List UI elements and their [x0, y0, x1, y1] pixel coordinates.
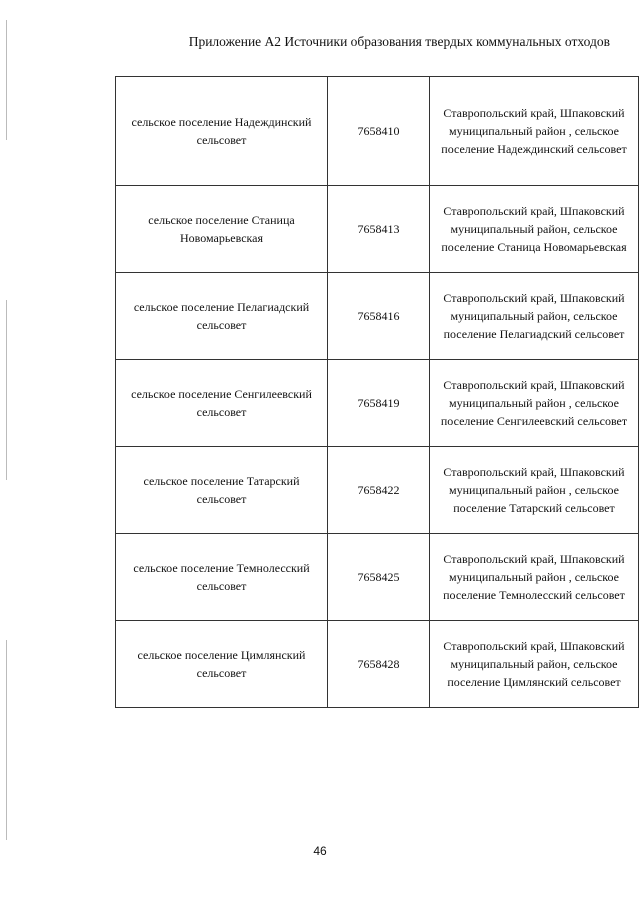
settlement-name-cell: сельское поселение Татарский сельсовет [116, 447, 328, 534]
address-cell: Ставропольский край, Шпаковский муниципальный район , сельское поселение Надеждинский сельсовет [430, 77, 639, 186]
address-cell: Ставропольский край, Шпаковский муниципальный район, сельское поселение Станица Новомарьевская [430, 186, 639, 273]
table-row [116, 621, 639, 708]
oktmo-code-cell: 7658425 [328, 534, 430, 621]
table-row [116, 186, 639, 273]
oktmo-code-cell: 7658428 [328, 621, 430, 708]
oktmo-code-cell: 7658422 [328, 447, 430, 534]
table-row [116, 77, 639, 186]
oktmo-code-cell: 7658419 [328, 360, 430, 447]
settlement-name-cell: сельское поселение Пелагиадский сельсовет [116, 273, 328, 360]
settlement-name-cell: сельское поселение Цимлянский сельсовет [116, 621, 328, 708]
settlement-name-cell: сельское поселение Станица Новомарьевская [116, 186, 328, 273]
address-cell: Ставропольский край, Шпаковский муниципальный район , сельское поселение Татарский сельсовет [430, 447, 639, 534]
address-cell: Ставропольский край, Шпаковский муниципальный район , сельское поселение Темнолесский сельсовет [430, 534, 639, 621]
settlement-name-cell: сельское поселение Темнолесский сельсовет [116, 534, 328, 621]
scan-edge-mark [6, 20, 7, 140]
oktmo-code-cell: 7658416 [328, 273, 430, 360]
settlement-name-cell: сельское поселение Надеждинский сельсовет [116, 77, 328, 186]
oktmo-code-cell: 7658410 [328, 77, 430, 186]
settlement-name-cell: сельское поселение Сенгилеевский сельсовет [116, 360, 328, 447]
address-cell: Ставропольский край, Шпаковский муниципальный район, сельское поселение Пелагиадский сельсовет [430, 273, 639, 360]
address-cell: Ставропольский край, Шпаковский муниципальный район, сельское поселение Цимлянский сельсовет [430, 621, 639, 708]
table-row [116, 447, 639, 534]
sources-table [115, 76, 639, 708]
page-number: 46 [313, 844, 327, 858]
page-title: Приложение А2 Источники образования твердых коммунальных отходов [188, 34, 610, 49]
table-row [116, 534, 639, 621]
oktmo-code-cell: 7658413 [328, 186, 430, 273]
table-row [116, 273, 639, 360]
address-cell: Ставропольский край, Шпаковский муниципальный район , сельское поселение Сенгилеевский сельсовет [430, 360, 639, 447]
scan-edge-mark [6, 300, 7, 480]
scan-edge-mark [6, 640, 7, 840]
table-row [116, 360, 639, 447]
